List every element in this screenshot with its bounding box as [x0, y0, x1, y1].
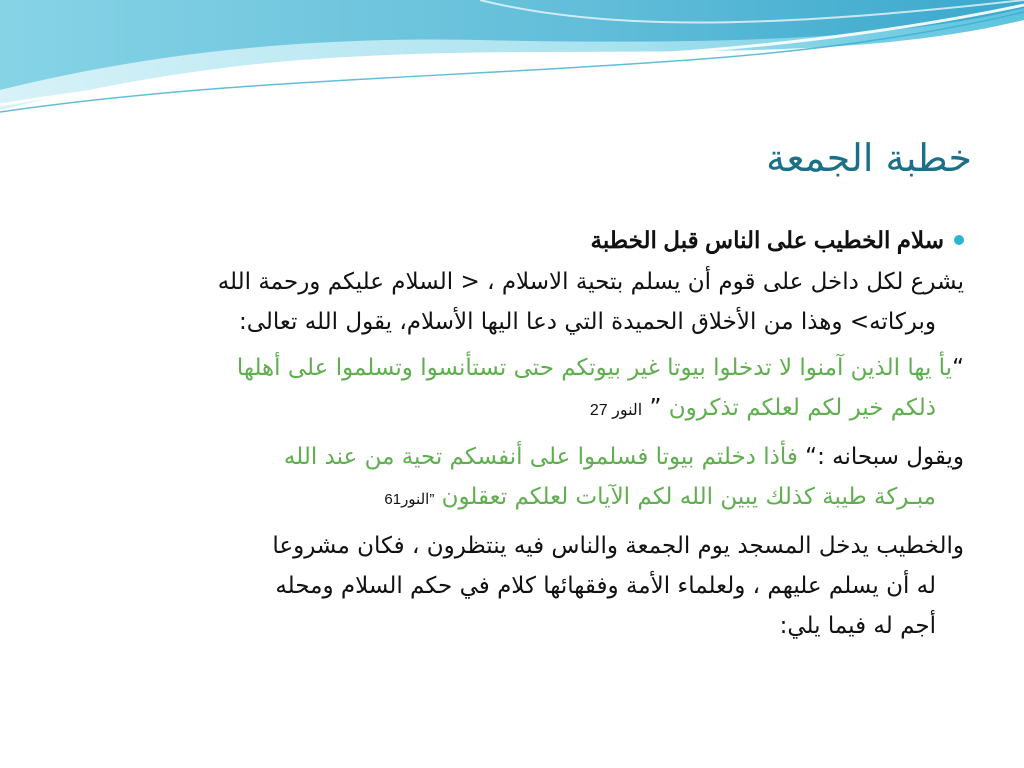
- verse1-open-quote: “: [952, 355, 964, 381]
- bullet-dot-icon: [954, 235, 964, 245]
- verse1-close-quote: ”: [649, 395, 662, 421]
- heading-text: سلام الخطيب على الناس قبل الخطبة: [590, 227, 944, 253]
- bullet-heading: [52, 222, 964, 258]
- verse2-line2-wrap: [52, 477, 964, 520]
- slide-title: خطبة الجمعة: [766, 136, 972, 180]
- verse2-reference: ”النور61: [384, 491, 435, 508]
- verse1-line1: يأ يها الذين آمنوا لا تدخلوا بيوتا غير بيوتكم حتى تستأنسوا وتسلموا على أهلها: [236, 355, 953, 381]
- p2-intro: ويقول سبحانه :“: [805, 444, 964, 470]
- verse-block-2: [52, 437, 964, 520]
- p1-line2: وبركاته> وهذا من الأخلاق الحميدة التي دعا اليها الأسلام، يقول الله تعالى:: [238, 309, 936, 335]
- p3-line2: له أن يسلم عليهم ، ولعلماء الأمة وفقهائها كلام في حكم السلام ومحله: [275, 573, 936, 599]
- verse2-line1: فأذا دخلتم بيوتا فسلموا على أنفسكم تحية من عند الله: [283, 444, 798, 470]
- verse1-line2-wrap: [52, 388, 964, 431]
- header-wave-decoration: [0, 0, 1024, 130]
- p1-line1: يشرع لكل داخل على قوم أن يسلم بتحية الاسلام ، < السلام عليكم ورحمة الله: [217, 269, 964, 295]
- paragraph-khatib: [52, 526, 964, 646]
- verse1-reference: النور 27: [589, 402, 643, 419]
- slide-content: [52, 222, 964, 652]
- verse-block-1: [52, 348, 964, 431]
- p3-line3: أجم له فيما يلي:: [779, 613, 936, 639]
- paragraph-greeting: [52, 262, 964, 342]
- verse1-line2: ذلكم خير لكم لعلكم تذكرون: [668, 395, 936, 421]
- p3-line1: والخطيب يدخل المسجد يوم الجمعة والناس فيه ينتظرون ، فكان مشروعا: [272, 533, 964, 559]
- verse2-line2: مبـركة طيبة كذلك يبين الله لكم الآيات لعلكم تعقلون: [441, 484, 936, 510]
